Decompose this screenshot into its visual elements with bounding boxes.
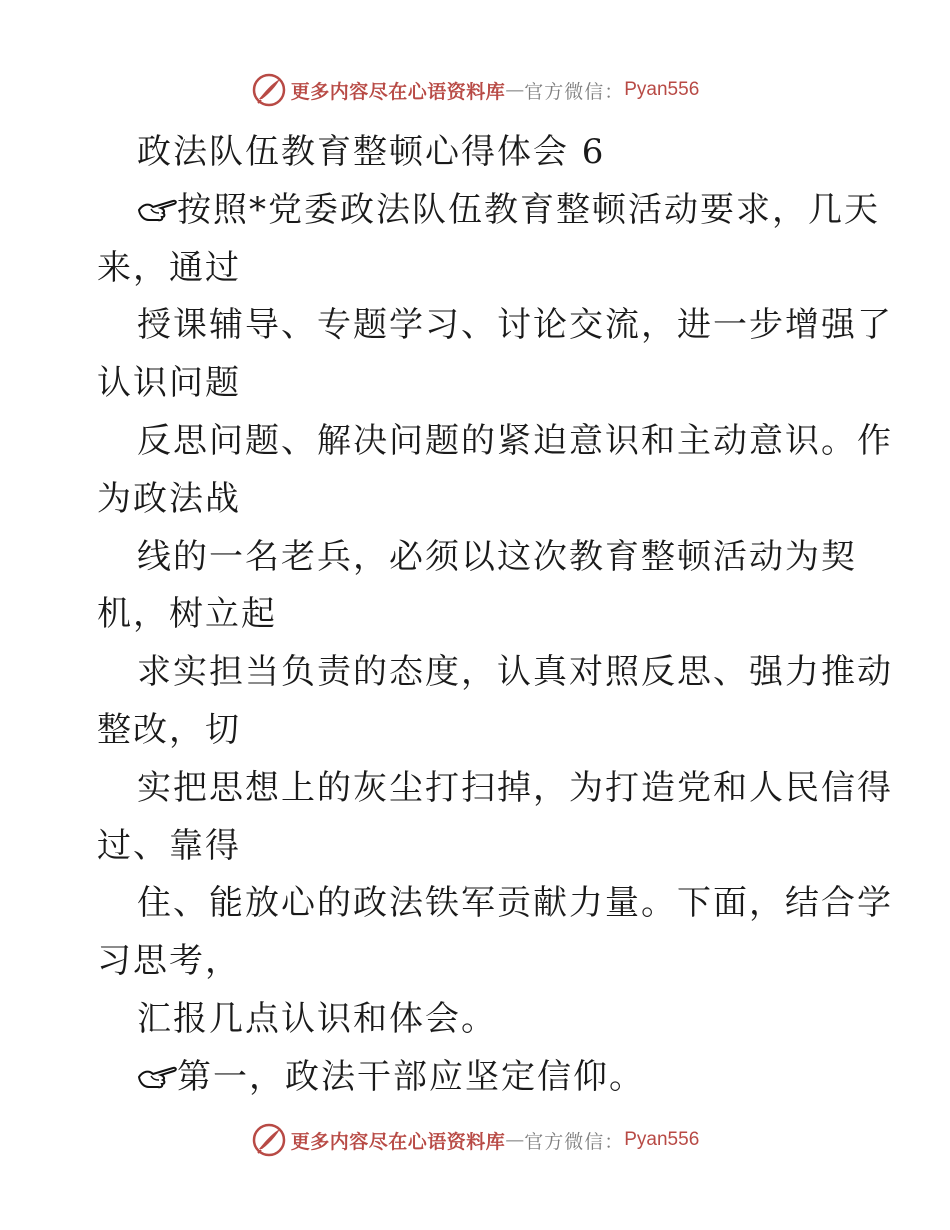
paragraph-line: 实把思想上的灰尘打扫掉，为打造党和人民信得 [137,767,893,808]
footer-watermark [0,1120,950,1160]
paragraph-line: 为政法战 [97,478,241,519]
paragraph-line: 认识问题 [97,363,241,404]
watermark-official-label: 官方微信： [524,80,625,103]
paragraph-line: 反思问题、解决问题的紧迫意识和主动意识。作 [137,420,893,461]
section-heading [97,1049,857,1107]
line-text: 第一，政法干部应坚定信仰。 [177,1056,645,1097]
hand-pointer-icon [137,1062,177,1090]
document-title: 政法队伍教育整顿心得体会 6 [137,132,606,172]
document-body [97,124,893,1107]
watermark-separator: — [505,79,525,101]
paragraph-line [97,182,880,240]
watermark-separator: — [505,1129,525,1151]
watermark-brand: 更多内容尽在心语资料库 [290,1130,506,1153]
paragraph-line: 汇报几点认识和体会。 [137,998,497,1039]
paragraph-line: 整改，切 [97,709,241,750]
paragraph-line: 求实担当负责的态度，认真对照反思、强力推动 [137,652,893,693]
paragraph-line: 习思考， [97,941,241,982]
feather-pen-icon [251,72,287,108]
watermark-official-label: 官方微信： [524,1130,625,1153]
paragraph-line: 来，通过 [97,247,241,288]
paragraph-line: 机，树立起 [97,594,277,635]
line-text: 按照*党委政法队伍教育整顿活动要求，几天 [177,189,880,230]
paragraph-line: 授课辅导、专题学习、讨论交流，进一步增强了 [137,305,893,346]
paragraph-line: 线的一名老兵，必须以这次教育整顿活动为契 [137,536,857,577]
watermark-wechat-id: Pyan556 [624,79,700,100]
feather-pen-icon [251,1122,287,1158]
hand-pointer-icon [137,195,177,223]
watermark-wechat-id: Pyan556 [624,1129,700,1150]
paragraph-line: 过、靠得 [97,825,241,866]
watermark-brand: 更多内容尽在心语资料库 [290,80,506,103]
header-watermark [0,70,950,110]
paragraph-line: 住、能放心的政法铁军贡献力量。下面，结合学 [137,883,893,924]
